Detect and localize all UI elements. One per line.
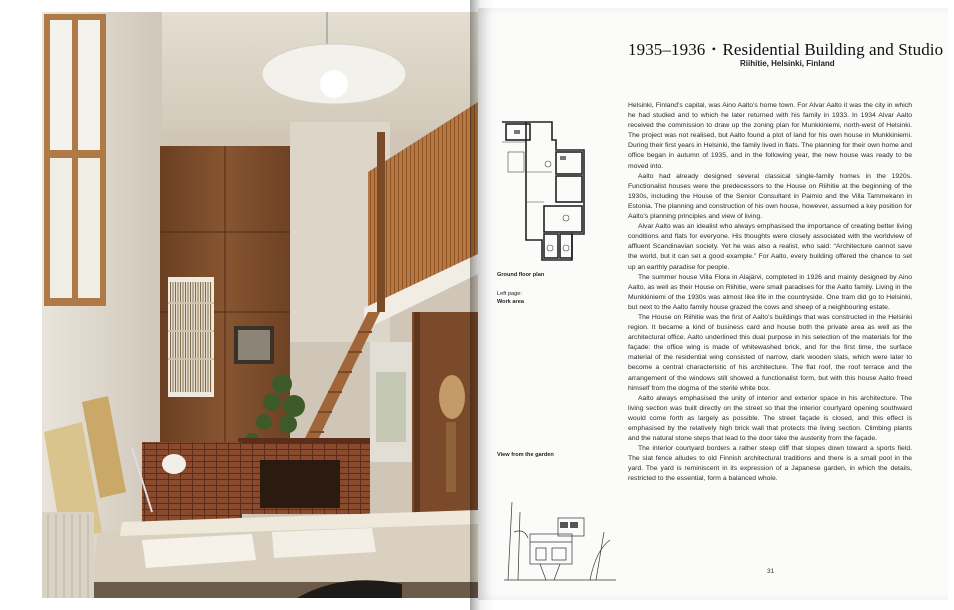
garden-view-sketch (500, 472, 620, 592)
caption-view-garden-text: View from the garden (497, 452, 554, 458)
title-bullet: • (711, 42, 717, 56)
caption-left-page-value: Work area (497, 299, 524, 305)
caption-ground-floor (497, 271, 544, 279)
caption-left-page (497, 290, 524, 306)
paragraph-7: The interior courtyard borders a rather steep cliff that slopes down toward a sports field. The slat fence alludes to old Finnish architectural traditions and there is a small pool in the yard. The yard is reminiscent in its expression of a Japanese garden, in which the details, restricted to the essential, form a balanced whole. (628, 445, 912, 483)
paragraph-2: Aalto had already designed several classical single-family homes in the 1920s. Functionalist houses were the predecessors to the House on Riihitie at the beginning of the 1930s, including the House of the Senior Consultant in Paimio and the Villa Tammekann in Estonia. The planning and construction of his own house, however, assumed a key position for Aalto’s planning principles and view of living. (628, 172, 913, 221)
text-page (478, 8, 948, 600)
page-subtitle: Riihitie, Helsinki, Finland (740, 59, 835, 68)
caption-left-page-label: Left page: (497, 291, 522, 297)
caption-ground-floor-text: Ground floor plan (497, 272, 545, 278)
ground-floor-plan-drawing (496, 112, 620, 272)
title-name: Residential Building and Studio (722, 40, 944, 59)
paragraph-5: The House on Riihitie was the first of Aalto’s buildings that was constructed in the Helsinki region. It became a kind of business card and house both the private area as well as the architectural office. Aalto underlined this dual purpose in his selection of the materials for the façade: the office wing is made of whitewashed brick, and for the first time, the surface material of the residential wing consisted of narrow, dark wooden slats, which were later to become a central characteristic of his architecture. The flat roof, the roof terrace and the arrangement of the windows still showed a functionalist form, but with this house Aalto freed himself from the dogma of the sterile white box. (628, 313, 912, 392)
page-title (628, 40, 943, 60)
paragraph-6: Aalto always emphasised the unity of interior and exterior space in his architecture. The living section was built directly on the street so that the interior courtyard opening southward would come forth as largely as possible. The street façade is closed, and this effect is emphasised by the relatively high brick wall that protects the living section. Climbing plants and the natural stone steps that lead to the door take the austerity from the façade. (628, 394, 912, 443)
studio-photo (42, 12, 478, 598)
page-number: 31 (767, 568, 775, 575)
paragraph-4: The summer house Villa Flora in Alajärvi, completed in 1926 and mainly designed by Aino Aalto, as well as their House on Riihitie, were small paradises for the Aalto family. Living in the Munkkiniemi of the 1930s was almost like life in the countryside. One tram did go to Helsinki, but next to the Aalto family house grazed the cows and sheep of a neighbouring estate. (628, 273, 912, 311)
paragraph-3: Alvar Aalto was an idealist who always emphasised the importance of creating better living conditions and flats for everyone. His thoughts were closely associated with the worldview of affluent Scandinavian society. Yet he was also a realist, who said: “Architecture cannot save the world, but it can set a good example.” For Aalto, every building offered the chance to set up an earthly paradise for people. (628, 223, 912, 271)
article-body (628, 101, 912, 485)
studio-interior-illustration (42, 12, 478, 598)
caption-view-garden (497, 451, 554, 459)
title-years: 1935–1936 (628, 40, 706, 59)
paragraph-1: Helsinki, Finland’s capital, was Aino Aalto’s home town. For Alvar Aalto it was the city in which he had studied and to which he later returned with his family in 1933. In 1934 Alvar Aalto received the commission to draw up the zoning plan for Munkkiniemi, north-west of Helsinki. The project was not realised, but Aalto found a plot of land for his own house in Munkkiniemi. During their first years in Helsinki, the family lived in flats. The planning for their own home and office began in autumn of 1935, and in the following year, the new house was ready to be moved into. (628, 102, 912, 170)
